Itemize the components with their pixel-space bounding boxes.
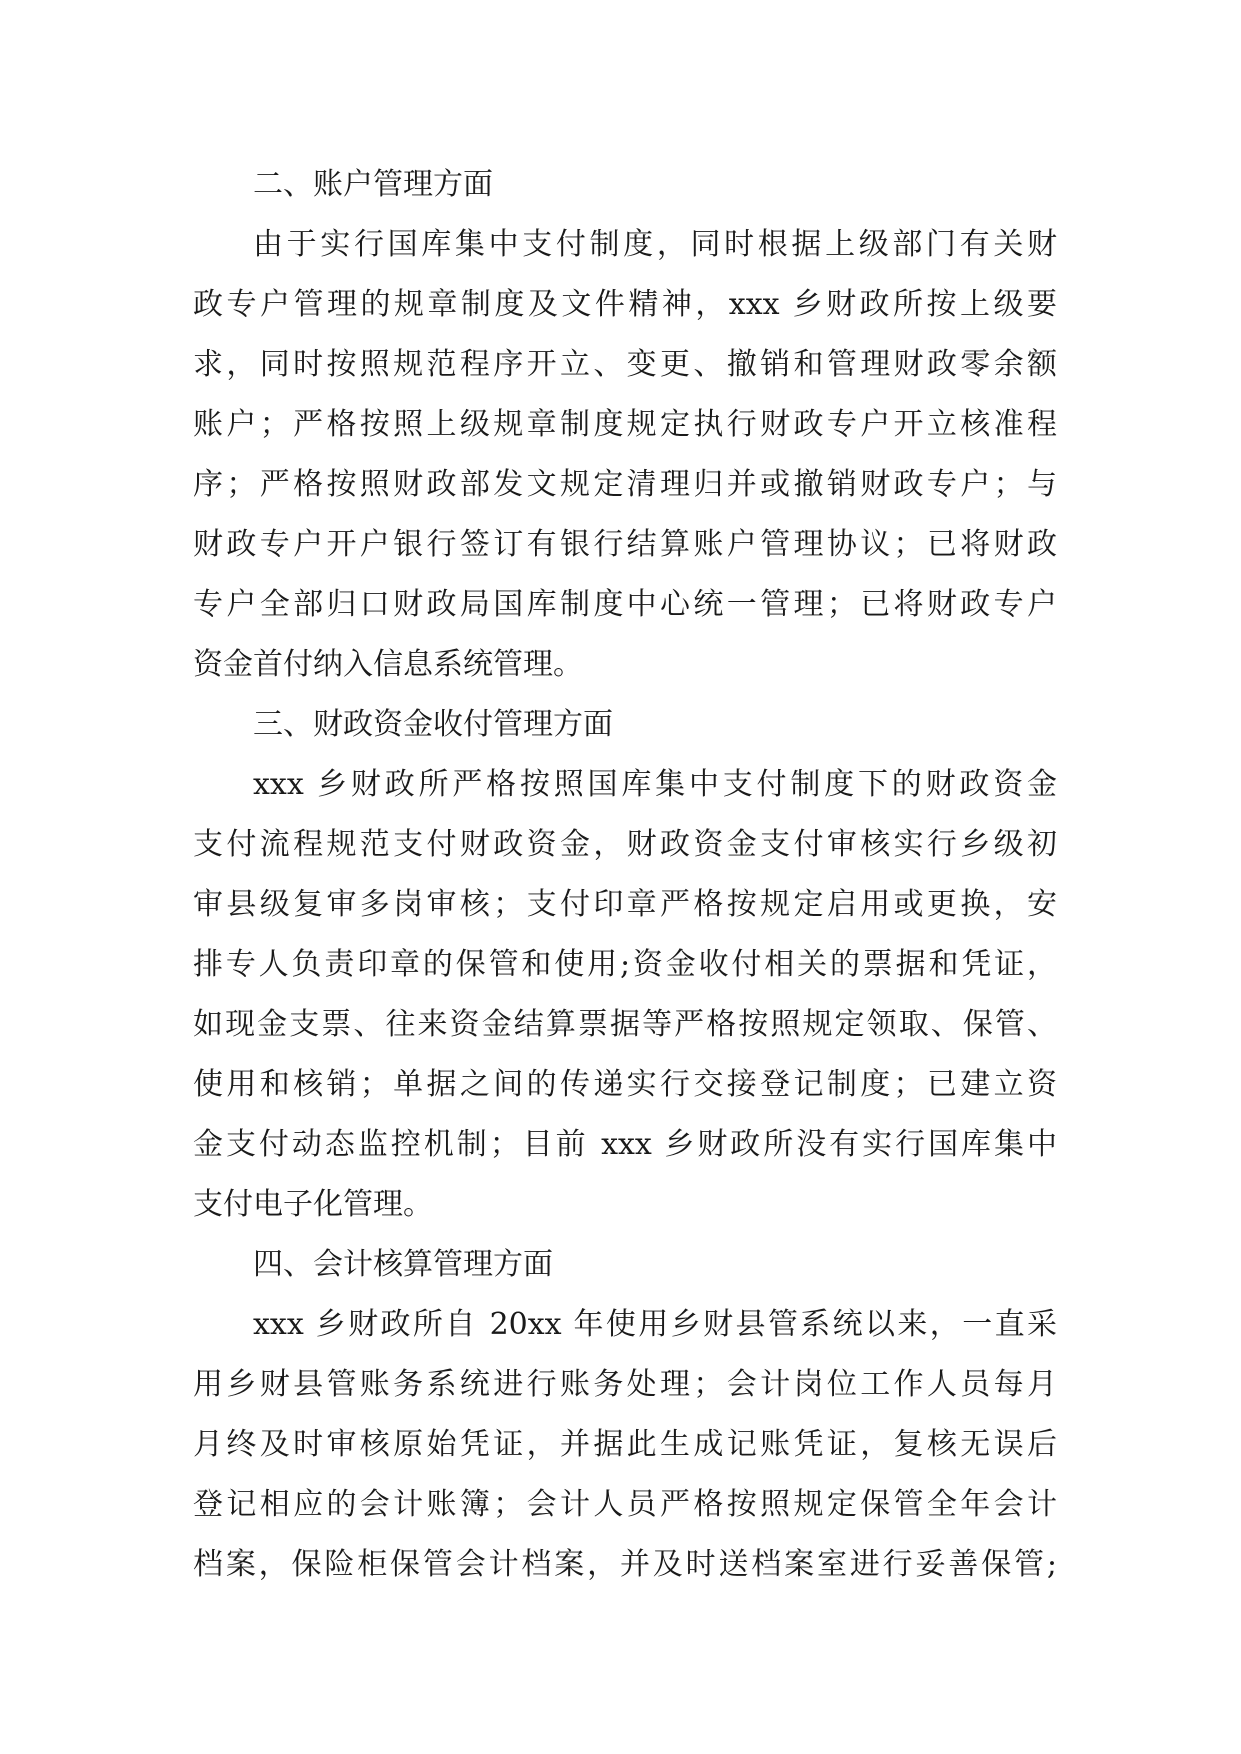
paragraph-line: 支付电子化管理。	[193, 1187, 433, 1222]
paragraph-line: 资金首付纳入信息系统管理。	[193, 647, 583, 682]
paragraph-line: 如现金支票、往来资金结算票据等严格按照规定领取、保管、	[193, 1007, 1057, 1042]
paragraph-line: 政专户管理的规章制度及文件精神，xxx 乡财政所按上级要	[193, 287, 1057, 322]
section-heading-fund-payment-management: 三、财政资金收付管理方面	[253, 707, 613, 742]
paragraph-line: 由于实行国库集中支付制度，同时根据上级部门有关财	[253, 227, 1057, 262]
paragraph-line: 审县级复审多岗审核；支付印章严格按规定启用或更换，安	[193, 887, 1057, 922]
paragraph-line: 排专人负责印章的保管和使用;资金收付相关的票据和凭证，	[193, 947, 1057, 982]
paragraph-line: xxx 乡财政所严格按照国库集中支付制度下的财政资金	[253, 767, 1057, 802]
paragraph-line: 月终及时审核原始凭证，并据此生成记账凭证，复核无误后	[193, 1427, 1057, 1462]
paragraph-line: 序；严格按照财政部发文规定清理归并或撤销财政专户；与	[193, 467, 1057, 502]
document-body	[193, 155, 1057, 1595]
paragraph-line: 使用和核销；单据之间的传递实行交接登记制度；已建立资	[193, 1067, 1057, 1102]
paragraph-line: 档案，保险柜保管会计档案，并及时送档案室进行妥善保管;	[193, 1547, 1057, 1582]
paragraph-line: xxx 乡财政所自 20xx 年使用乡财县管系统以来，一直采	[253, 1307, 1057, 1342]
section-heading-accounting-management: 四、会计核算管理方面	[253, 1247, 553, 1282]
section-heading-account-management: 二、账户管理方面	[253, 167, 493, 202]
paragraph-line: 支付流程规范支付财政资金，财政资金支付审核实行乡级初	[193, 827, 1057, 862]
paragraph-line: 用乡财县管账务系统进行账务处理；会计岗位工作人员每月	[193, 1367, 1057, 1402]
paragraph-line: 金支付动态监控机制；目前 xxx 乡财政所没有实行国库集中	[193, 1127, 1057, 1162]
paragraph-line: 财政专户开户银行签订有银行结算账户管理协议；已将财政	[193, 527, 1057, 562]
paragraph-line: 专户全部归口财政局国库制度中心统一管理；已将财政专户	[193, 587, 1057, 622]
paragraph-line: 登记相应的会计账簿；会计人员严格按照规定保管全年会计	[193, 1487, 1057, 1522]
paragraph-line: 账户；严格按照上级规章制度规定执行财政专户开立核准程	[193, 407, 1057, 442]
paragraph-line: 求，同时按照规范程序开立、变更、撤销和管理财政零余额	[193, 347, 1057, 382]
